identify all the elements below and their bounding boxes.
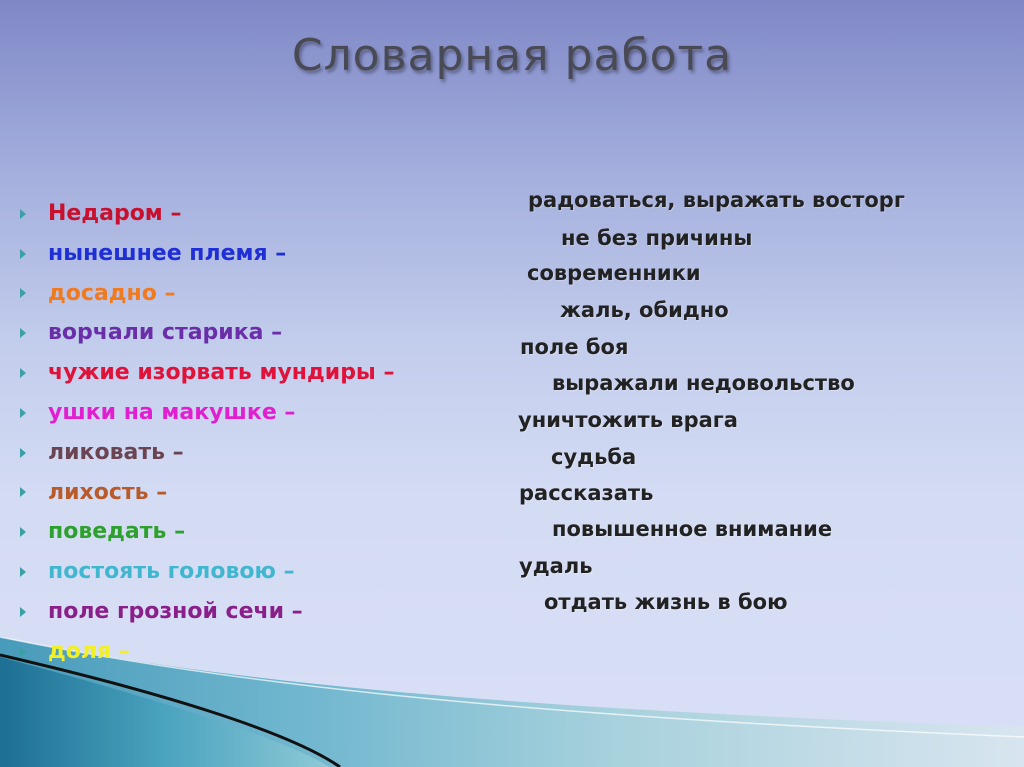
definition-text: уничтожить врага (518, 408, 738, 432)
term-item (18, 552, 395, 592)
term-item (18, 353, 395, 393)
definition-text: поле боя (520, 335, 629, 359)
term-text: лихость – (48, 479, 168, 505)
bullet-arrow-icon (20, 408, 26, 418)
bullet-arrow-icon (20, 328, 26, 338)
definition-text: удаль (519, 554, 593, 578)
term-text: поле грозной сечи – (48, 598, 303, 624)
term-item (18, 512, 395, 552)
term-item (18, 632, 395, 672)
term-text: постоять головою – (48, 559, 295, 585)
definition-text: жаль, обидно (560, 298, 729, 322)
definition-text: радоваться, выражать восторг (528, 188, 905, 212)
bullet-arrow-icon (20, 527, 26, 537)
bullet-arrow-icon (20, 368, 26, 378)
bullet-arrow-icon (20, 567, 26, 577)
term-text: досадно – (48, 280, 176, 306)
term-item (18, 234, 395, 274)
term-text: ликовать – (48, 439, 184, 465)
page-title: Словарная работа (291, 30, 733, 81)
term-item (18, 473, 395, 513)
term-text: поведать – (48, 519, 186, 545)
bullet-arrow-icon (20, 448, 26, 458)
definition-text: судьба (551, 445, 637, 469)
term-text: ушки на макушке – (48, 399, 296, 425)
definition-text: повышенное внимание (552, 517, 833, 541)
definition-text: не без причины (561, 226, 753, 250)
bullet-arrow-icon (20, 607, 26, 617)
bullet-arrow-icon (20, 647, 26, 657)
bullet-arrow-icon (20, 487, 26, 497)
term-item (18, 393, 395, 433)
term-text: нынешнее племя – (48, 240, 287, 266)
terms-list (18, 194, 395, 672)
term-item (18, 194, 395, 234)
term-text: ворчали старика – (48, 320, 283, 346)
term-text: чужие изорвать мундиры – (48, 360, 395, 386)
definition-text: современники (527, 261, 701, 285)
bullet-arrow-icon (20, 209, 26, 219)
bullet-arrow-icon (20, 288, 26, 298)
term-item (18, 592, 395, 632)
definition-text: выражали недовольство (552, 371, 855, 395)
term-text: доля – (48, 638, 130, 664)
definition-text: отдать жизнь в бою (544, 590, 788, 614)
term-item (18, 274, 395, 314)
definition-text: рассказать (519, 481, 654, 505)
bullet-arrow-icon (20, 249, 26, 259)
term-item (18, 433, 395, 473)
term-text: Недаром – (48, 201, 182, 226)
term-item (18, 313, 395, 353)
